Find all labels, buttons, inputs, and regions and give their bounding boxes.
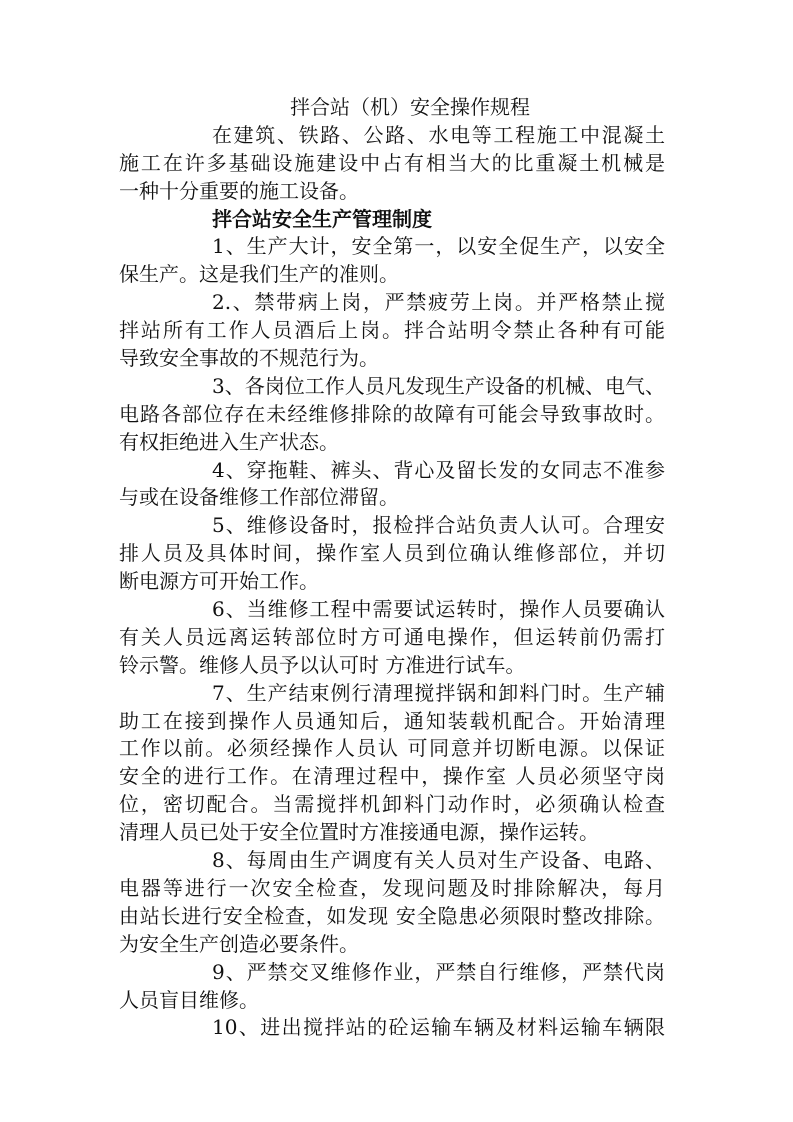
text-line: 保生产。这是我们生产的准则。 <box>119 262 399 287</box>
text-line: 人员盲目维修。 <box>119 987 259 1012</box>
document-title: 拌合站（机）安全操作规程 <box>290 95 530 119</box>
rule-item-8 <box>119 847 665 959</box>
text-line: 由站长进行安全检查，如发现 安全隐患必须限时整改排除。 <box>119 903 665 928</box>
text-line: 电器等进行一次安全检查，发现问题及时排除解决，每月 <box>119 875 665 900</box>
text-line: 铃示警。维修人员予以认可时 方准进行试车。 <box>119 652 526 677</box>
rule-item-1 <box>119 233 665 289</box>
document-page <box>119 94 665 1042</box>
text-line: 10、进出搅拌站的砼运输车辆及材料运输车辆限 <box>212 1015 665 1040</box>
text-line: 安全的进行工作。在清理过程中，操作室 人员必须坚守岗 <box>119 764 665 789</box>
text-line: 工作以前。必须经操作人员认 可同意并切断电源。以保证 <box>119 736 665 761</box>
text-line: 导致安全事故的不规范行为。 <box>119 346 379 371</box>
rule-item-7 <box>119 680 665 847</box>
text-line: 施工在许多基础设施建设中占有相当大的比重凝土机械是 <box>119 150 665 175</box>
section-heading: 拌合站安全生产管理制度 <box>212 206 432 231</box>
text-line: 清理人员已处于安全位置时方准接通电源，操作运转。 <box>119 820 599 845</box>
text-line: 与或在设备维修工作部位滞留。 <box>119 485 399 510</box>
text-line: 为安全生产创造必要条件。 <box>119 931 359 956</box>
text-line: 3、各岗位工作人员凡发现生产设备的机械、电气、 <box>212 373 665 398</box>
text-line: 断电源方可开始工作。 <box>119 569 319 594</box>
rule-item-6 <box>119 596 665 680</box>
text-line: 有权拒绝进入生产状态。 <box>119 429 339 454</box>
text-line: 8、每周由生产调度有关人员对生产设备、电路、 <box>212 848 665 873</box>
rule-item-3 <box>119 373 665 457</box>
intro-paragraph <box>119 122 665 206</box>
rule-item-5 <box>119 512 665 596</box>
text-line: 5、维修设备时，报检拌合站负责人认可。合理安 <box>212 513 665 538</box>
text-line: 1、生产大计，安全第一，以安全促生产，以安全 <box>212 234 665 259</box>
text-line: 有关人员远离运转部位时方可通电操作，但运转前仍需打 <box>119 624 665 649</box>
text-line: 4、穿拖鞋、裤头、背心及留长发的女同志不准参 <box>212 457 665 482</box>
text-line: 7、生产结束例行清理搅拌锅和卸料门时。生产辅 <box>212 680 665 705</box>
text-line: 9、严禁交叉维修作业，严禁自行维修，严禁代岗 <box>212 959 665 984</box>
text-line: 助工在接到操作人员通知后，通知装载机配合。开始清理 <box>119 708 665 733</box>
text-line: 6、当维修工程中需要试运转时，操作人员要确认 <box>212 597 665 622</box>
text-line: 在建筑、铁路、公路、水电等工程施工中混凝土 <box>212 122 665 147</box>
text-line: 拌站所有工作人员酒后上岗。拌合站明令禁止各种有可能 <box>119 318 665 343</box>
rule-item-4 <box>119 457 665 513</box>
rule-item-9 <box>119 959 665 1015</box>
rule-item-2 <box>119 289 665 373</box>
text-line: 电路各部位存在未经维修排除的故障有可能会导致事故时。 <box>119 401 665 426</box>
rule-item-10 <box>119 1014 665 1042</box>
text-line: 排人员及具体时间，操作室人员到位确认维修部位，并切 <box>119 541 665 566</box>
text-line: 2.、禁带病上岗，严禁疲劳上岗。并严格禁止搅 <box>212 290 665 315</box>
text-line: 位，密切配合。当需搅拌机卸料门动作时，必须确认检查 <box>119 792 665 817</box>
text-line: 一种十分重要的施工设备。 <box>119 178 359 203</box>
